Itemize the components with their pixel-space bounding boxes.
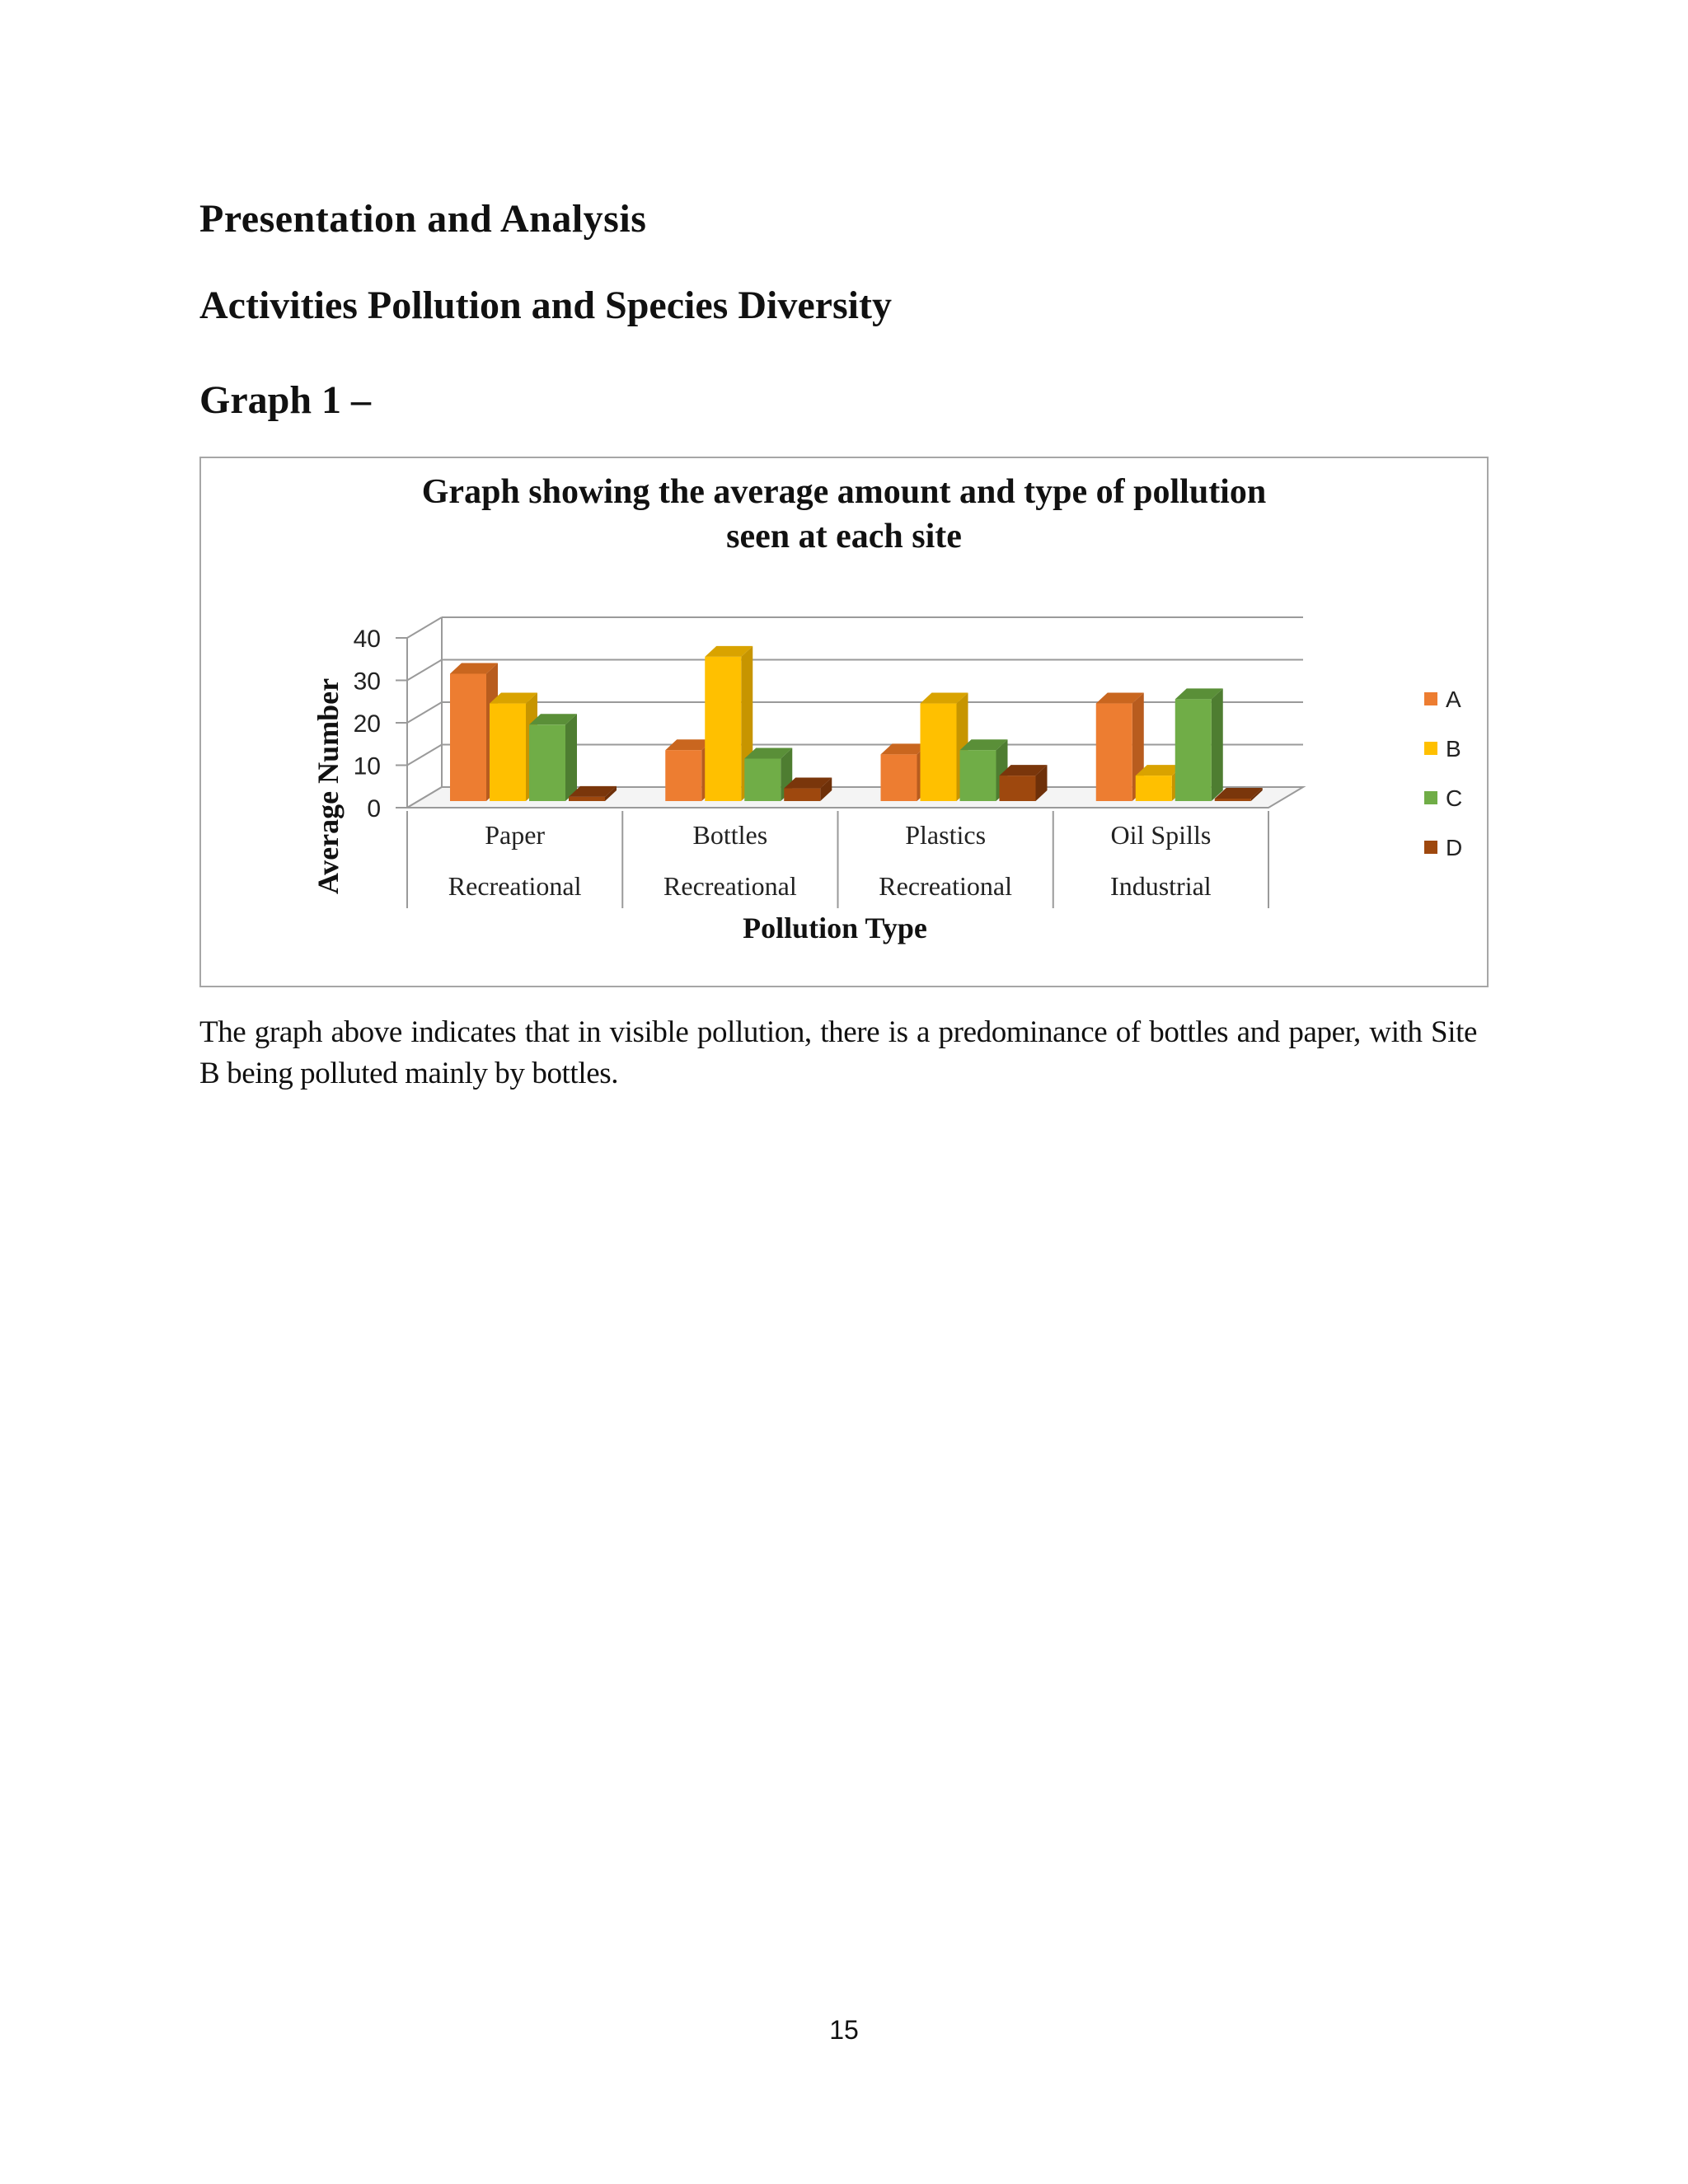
graph-caption: The graph above indicates that in visible pollution, there is a predominance of bottles and paper, with Site B being polluted mainly by bottles. bbox=[199, 1015, 1477, 1090]
bar-side-face bbox=[1212, 688, 1223, 801]
bar-front-face bbox=[960, 750, 996, 801]
legend-label: C bbox=[1446, 785, 1463, 811]
bar-chart bbox=[201, 458, 1490, 989]
bar-front-face bbox=[490, 704, 526, 801]
y-axis-label: Average Number bbox=[312, 677, 345, 895]
chart-title-line-1: Graph showing the average amount and type of pollution bbox=[421, 473, 1267, 511]
category-group-label: Recreational bbox=[663, 871, 797, 901]
bar-front-face bbox=[1136, 776, 1172, 801]
y-tick-label: 30 bbox=[353, 668, 381, 696]
bar-front-face bbox=[1000, 776, 1036, 801]
side-wall-gridline bbox=[407, 745, 442, 766]
bar-front-face bbox=[744, 759, 781, 802]
side-wall-gridline bbox=[407, 702, 442, 723]
legend-swatch bbox=[1424, 742, 1437, 755]
bar-front-face bbox=[784, 789, 820, 801]
bar-front-face bbox=[705, 657, 741, 801]
side-wall-gridline bbox=[407, 617, 442, 638]
bar-front-face bbox=[881, 754, 917, 801]
category-group-label: Industrial bbox=[1110, 871, 1212, 901]
bar-front-face bbox=[665, 750, 701, 801]
bar bbox=[1175, 688, 1223, 801]
graph-heading: Graph 1 – bbox=[199, 378, 372, 422]
bar-front-face bbox=[1215, 799, 1251, 801]
legend-swatch bbox=[1424, 692, 1437, 705]
legend-swatch bbox=[1424, 791, 1437, 804]
category-label: Bottles bbox=[692, 820, 768, 850]
legend-label: A bbox=[1446, 687, 1461, 712]
legend-label: D bbox=[1446, 835, 1463, 860]
bar-front-face bbox=[1096, 704, 1132, 801]
category-group-label: Recreational bbox=[879, 871, 1012, 901]
bar-front-face bbox=[1175, 699, 1212, 801]
x-axis-label: Pollution Type bbox=[743, 912, 927, 944]
bar-side-face bbox=[565, 714, 577, 801]
y-tick-label: 40 bbox=[353, 626, 381, 653]
chart-container bbox=[199, 457, 1489, 987]
side-wall-gridline bbox=[407, 660, 442, 681]
category-label: Oil Spills bbox=[1110, 820, 1212, 850]
y-tick-label: 10 bbox=[353, 752, 381, 780]
subsection-heading: Activities Pollution and Species Diversity bbox=[199, 284, 892, 327]
legend bbox=[1424, 687, 1462, 860]
bar-front-face bbox=[921, 704, 957, 801]
category-group-label: Recreational bbox=[448, 871, 582, 901]
category-label: Plastics bbox=[905, 820, 987, 850]
legend-label: B bbox=[1446, 736, 1461, 762]
bar-front-face bbox=[569, 797, 605, 801]
bar bbox=[1000, 765, 1048, 801]
legend-swatch bbox=[1424, 841, 1437, 854]
y-tick-label: 20 bbox=[353, 710, 381, 738]
bars-layer bbox=[450, 646, 1263, 801]
y-tick-label: 0 bbox=[367, 795, 381, 823]
bar-front-face bbox=[529, 724, 565, 801]
bar-front-face bbox=[450, 674, 486, 802]
section-heading: Presentation and Analysis bbox=[199, 197, 647, 241]
chart-title-line-2: seen at each site bbox=[726, 518, 962, 555]
page-number: 15 bbox=[829, 2015, 859, 2045]
bar bbox=[529, 714, 577, 801]
category-label: Paper bbox=[485, 820, 546, 850]
